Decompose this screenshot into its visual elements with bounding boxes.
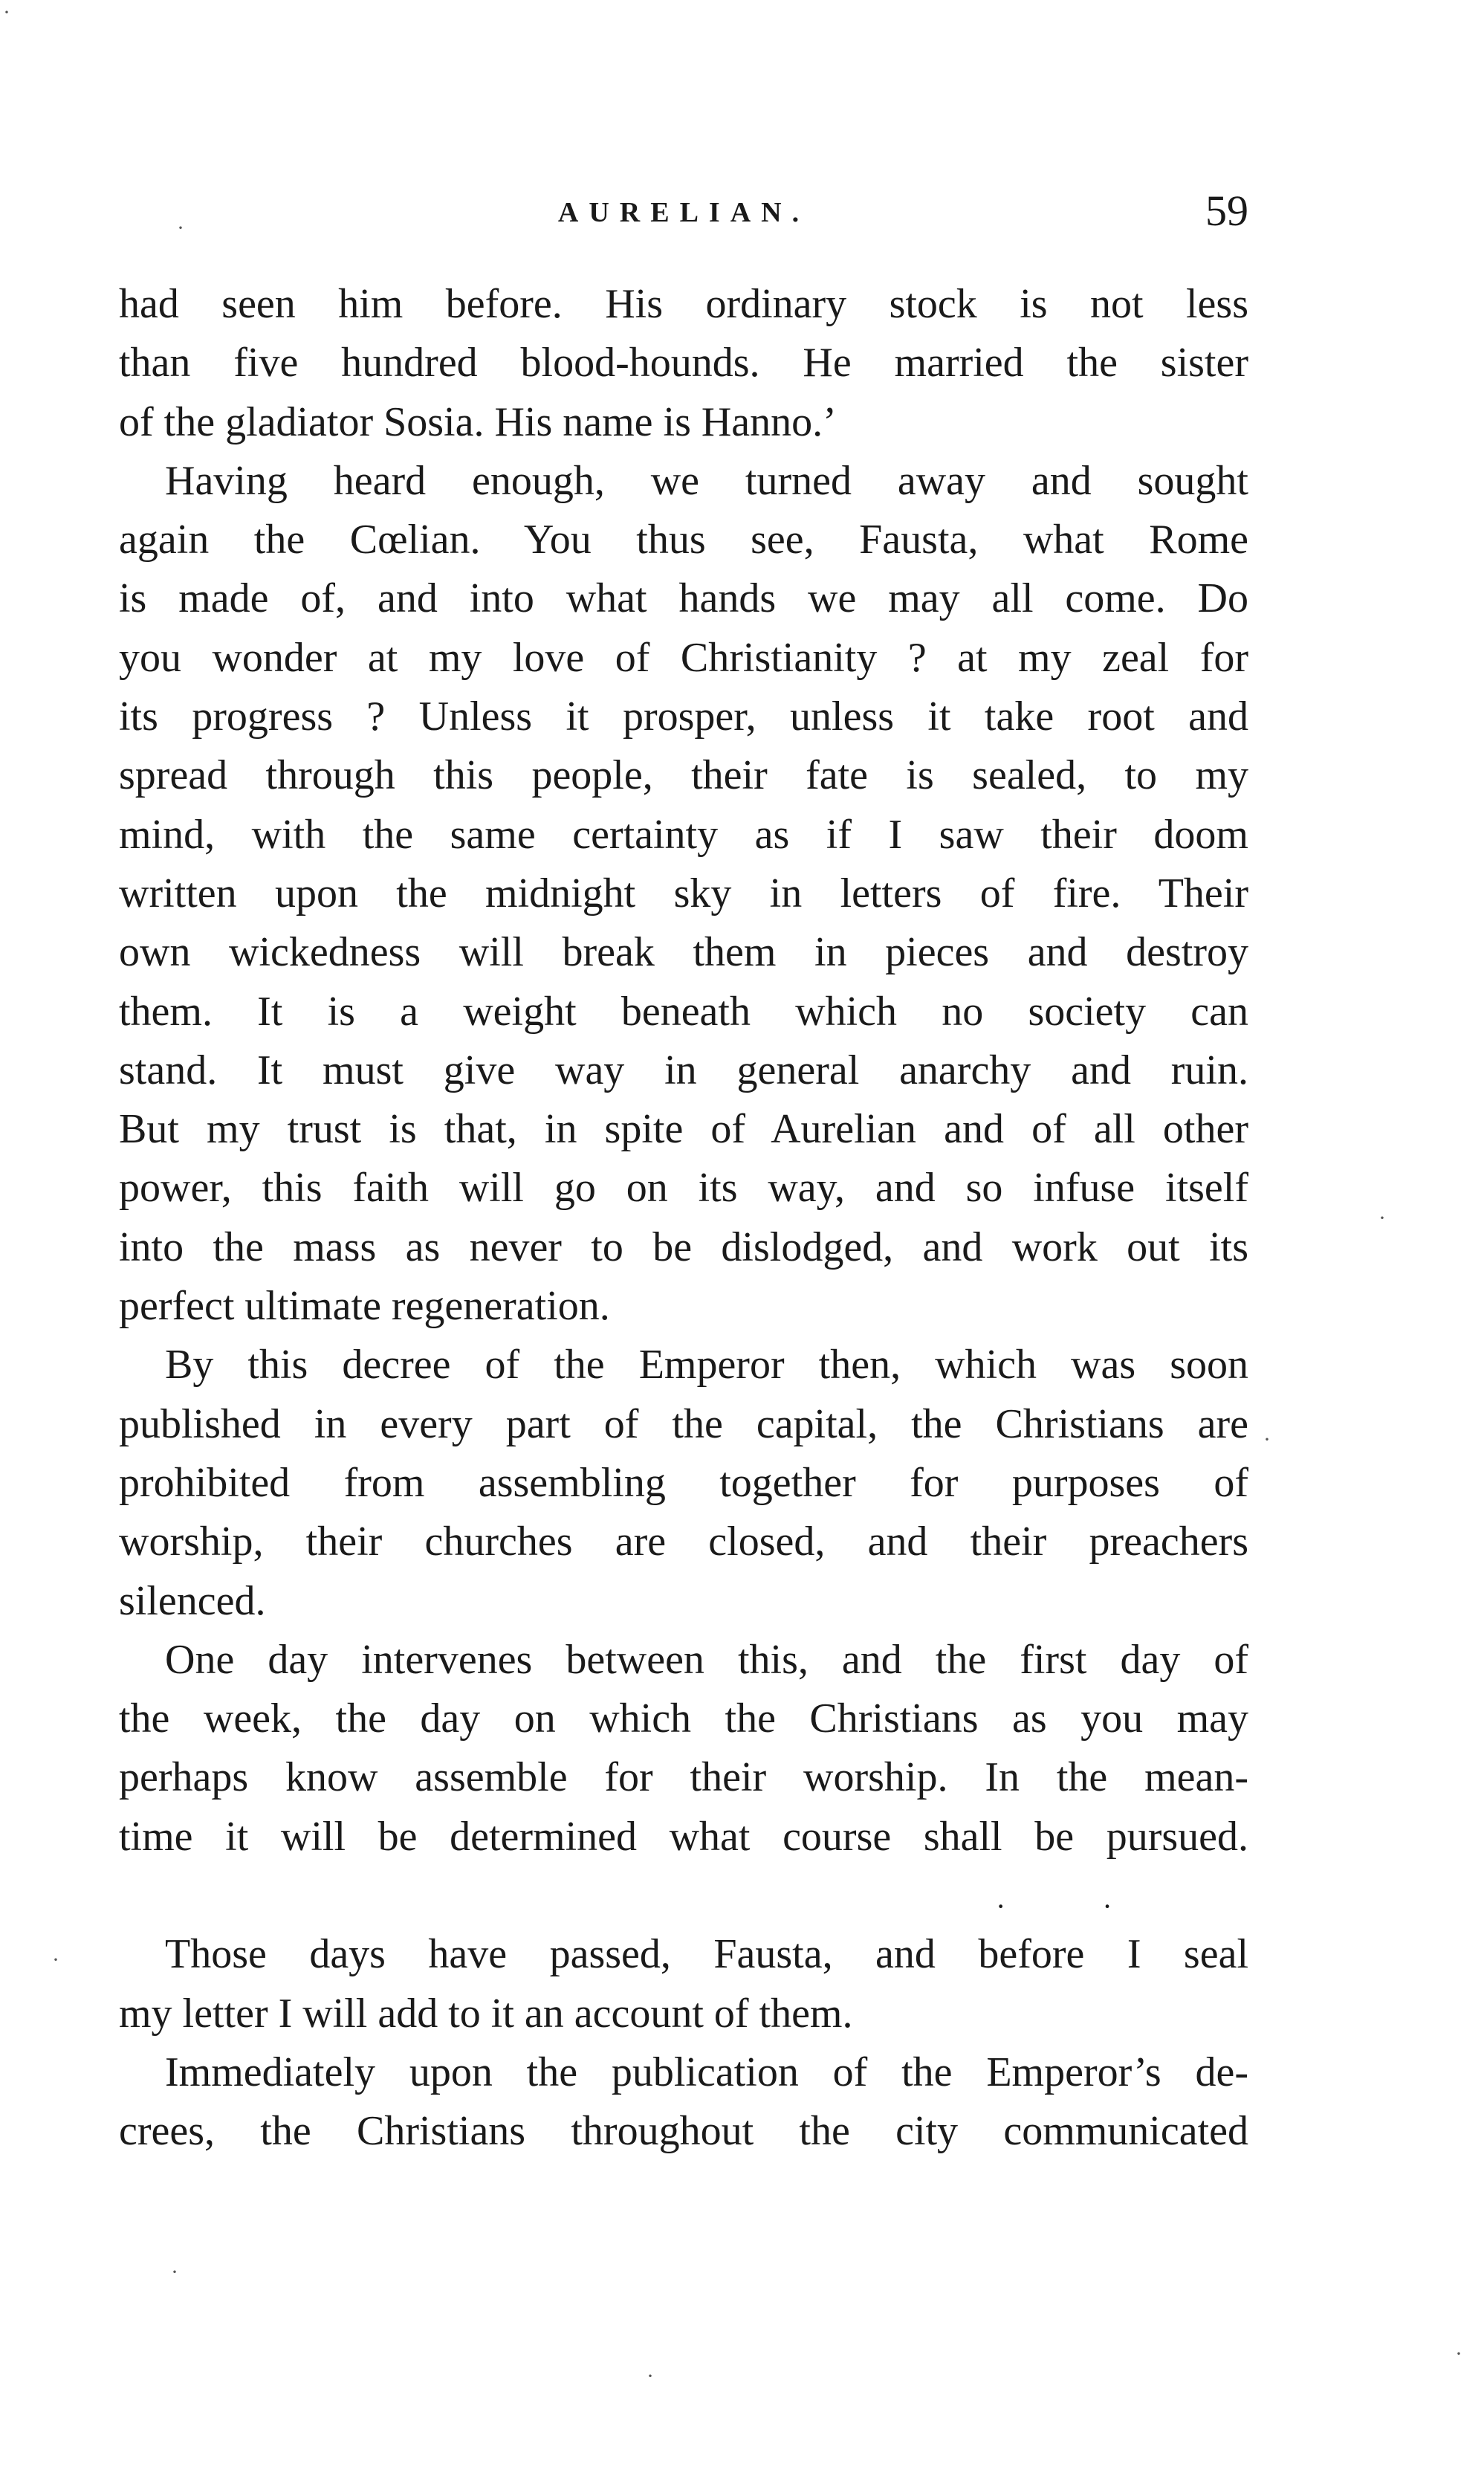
section-break-mark: · · [996, 1889, 1157, 1924]
text-line: perfect ultimate regeneration. [119, 1283, 610, 1330]
text-line: stand. It must give way in general anarchy and ruin. [119, 1047, 1248, 1093]
text-line: Immediately upon the publication of the Emperor’s de- [165, 2049, 1248, 2095]
text-line: silenced. [119, 1577, 266, 1624]
print-speck: · [647, 2364, 654, 2388]
text-line: into the mass as never to be dislodged, and work out its [119, 1223, 1248, 1270]
print-speck: · [171, 2260, 178, 2284]
text-line: you wonder at my love of Christianity ? at my zeal for [119, 634, 1248, 681]
print-speck: · [1378, 1206, 1386, 1230]
text-line: worship, their churches are closed, and their preachers [119, 1519, 1248, 1565]
text-line: had seen him before. His ordinary stock is not less [119, 281, 1248, 327]
text-line: them. It is a weight beneath which no society can [119, 988, 1248, 1035]
body-text [119, 275, 1248, 2162]
text-line: own wickedness will break them in pieces and destroy [119, 929, 1248, 976]
text-line: than five hundred blood-hounds. He married the sister [119, 340, 1248, 387]
print-speck: · [177, 216, 184, 240]
running-title: AURELIAN. [557, 197, 810, 228]
text-line: its progress ? Unless it prosper, unless it take root and [119, 694, 1248, 740]
print-speck: · [1263, 1427, 1271, 1452]
text-line: mind, with the same certainty as if I saw their doom [119, 811, 1248, 858]
text-line: spread through this people, their fate is sealed, to my [119, 752, 1248, 799]
text-line: But my trust is that, in spite of Aurelian and of all other [119, 1106, 1248, 1153]
text-line: crees, the Christians throughout the city communicated [119, 2108, 1248, 2155]
text-line: power, this faith will go on its way, and so infuse itself [119, 1165, 1248, 1212]
print-speck: · [1455, 2341, 1462, 2366]
text-line: time it will be determined what course shall be pursued. [119, 1813, 1248, 1860]
print-speck: · [52, 1947, 59, 1972]
text-line: the week, the day on which the Christians as you may [119, 1695, 1248, 1742]
page-number: 59 [1205, 187, 1248, 235]
text-line: again the Cœlian. You thus see, Fausta, what Rome [119, 517, 1248, 563]
text-line: is made of, and into what hands we may all come. Do [119, 575, 1248, 622]
section-break [119, 1866, 1248, 1925]
print-speck: · [3, 0, 10, 25]
text-line: published in every part of the capital, the Christians are [119, 1400, 1248, 1447]
text-line: perhaps know assemble for their worship. In the mean- [119, 1754, 1248, 1801]
text-line: By this decree of the Emperor then, which was soon [165, 1342, 1248, 1388]
text-line: One day intervenes between this, and the first day of [165, 1636, 1248, 1683]
text-line: Having heard enough, we turned away and sought [165, 457, 1248, 504]
text-line: written upon the midnight sky in letters of fire. Their [119, 870, 1248, 916]
text-line: prohibited from assembling together for purposes of [119, 1459, 1248, 1506]
text-line: my letter I will add to it an account of them. [119, 1990, 853, 2037]
text-line: of the gladiator Sosia. His name is Hanno.’ [119, 398, 837, 445]
text-line: Those days have passed, Fausta, and before I seal [165, 1931, 1248, 1978]
page-header [119, 186, 1248, 245]
